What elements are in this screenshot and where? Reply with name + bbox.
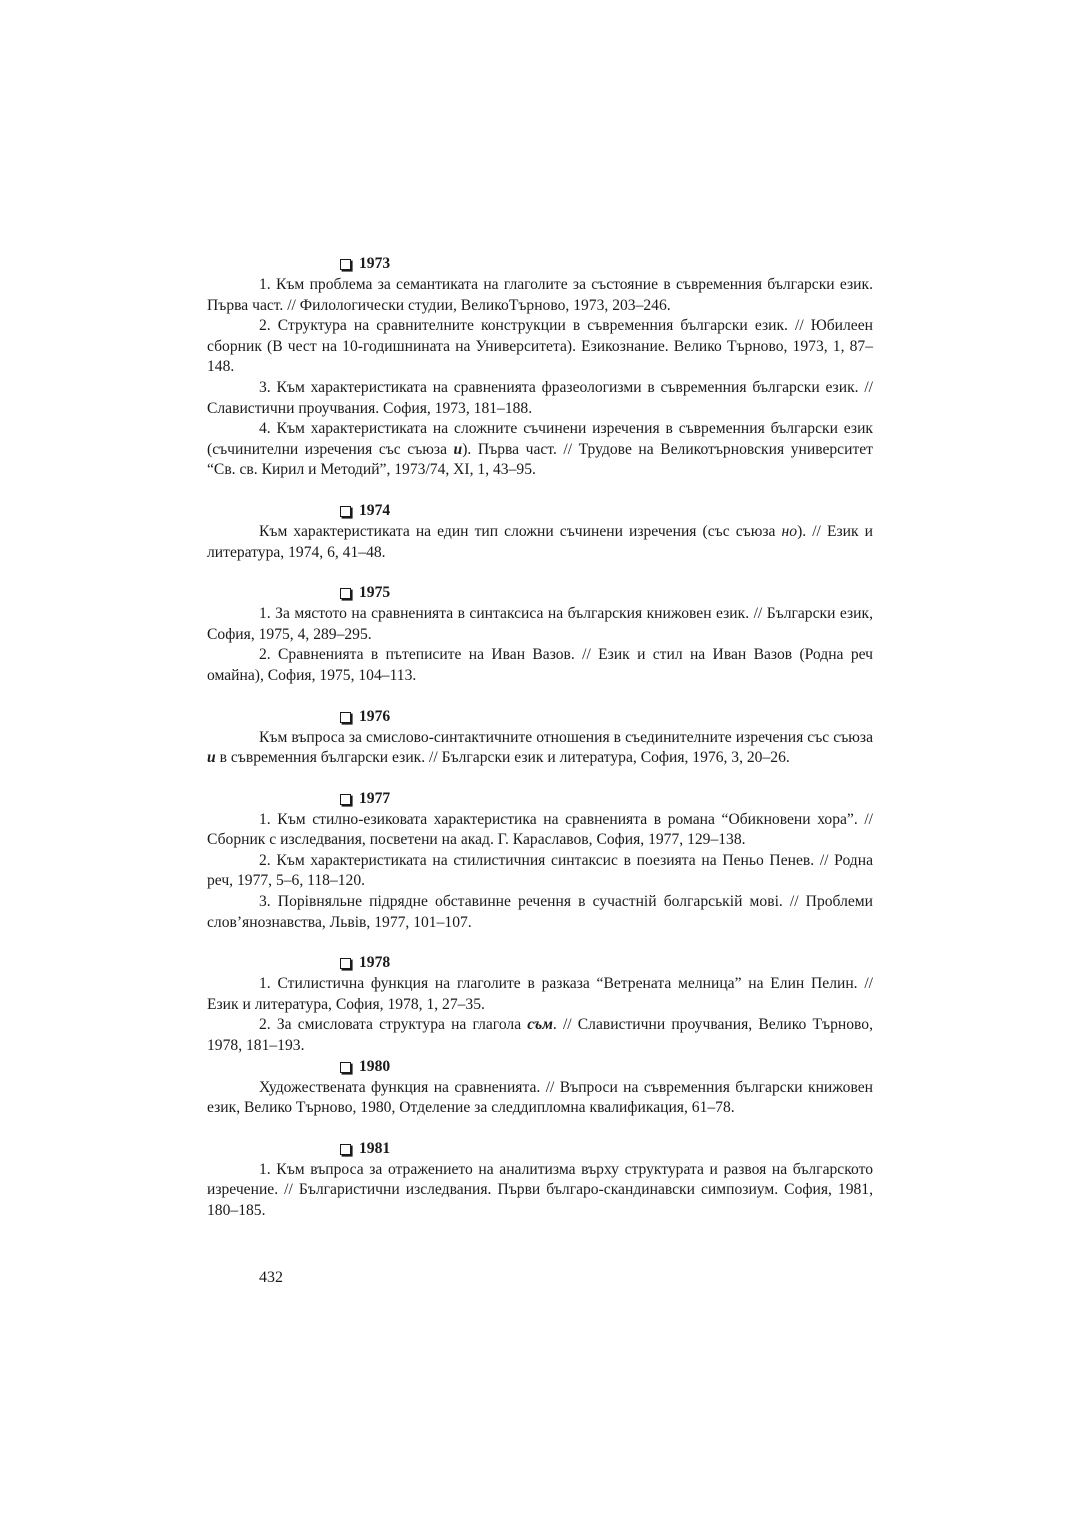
bibliography-entry: Към въпроса за смислово-синтактичните отношения в съединителните изречения със съюза и в съвременния български език. // Български език и литература, София, 1976, 3, 20–26.	[207, 728, 873, 767]
checkbox-icon	[340, 1062, 351, 1073]
year-heading-1977	[340, 789, 873, 810]
year-heading-1974	[340, 501, 873, 522]
bibliography-entry: Към характеристиката на един тип сложни съчинени изречения (със съюза но). // Език и литература, 1974, 6, 41–48.	[207, 522, 873, 561]
checkbox-icon	[340, 794, 351, 805]
checkbox-icon	[340, 259, 351, 270]
year-label: 1981	[359, 1140, 391, 1158]
year-heading-1980	[340, 1057, 873, 1078]
year-heading-1975	[340, 583, 873, 604]
year-label: 1975	[359, 584, 391, 602]
bibliography-entry: 3. Към характеристиката на сравненията фразеологизми в съвременния български език. // Славистични проучвания. София, 1973, 181–188.	[207, 378, 873, 417]
bibliography-entry: 1. За мястото на сравненията в синтаксиса на българския книжовен език. // Български език, София, 1975, 4, 289–295.	[207, 605, 873, 643]
year-heading-1978	[340, 953, 873, 974]
year-label: 1974	[359, 502, 391, 520]
year-label: 1977	[359, 789, 391, 807]
checkbox-icon	[340, 958, 351, 969]
bibliography-page	[207, 254, 873, 1222]
year-label: 1976	[359, 707, 391, 725]
bibliography-entry: 2. Структура на сравнителните конструкции в съвременния български език. // Юбилеен сборник (В чест на 10-годишнината на Университета). Езикознание. Велико Търново, 1973, 1, 87–148.	[207, 317, 873, 376]
bibliography-entry: 2. Сравненията в пътеписите на Иван Вазов. // Език и стил на Иван Вазов (Родна реч омайна), София, 1975, 104–113.	[207, 646, 873, 684]
year-heading-1976	[340, 707, 873, 728]
bibliography-entry: 4. Към характеристиката на сложните съчинени изречения в съвременния български език (съчинителни изречения със съюза и). Първа част. // Трудове на Великотърновския университет “Св. св. Кирил и Методий”, 1973/74, XI, 1, 43–95.	[207, 420, 873, 479]
page-number: 432	[259, 1269, 283, 1286]
bibliography-entry: 2. За смисловата структура на глагола съм. // Славистични проучвания, Велико Търново, 1978, 181–193.	[207, 1016, 873, 1055]
year-heading-1981	[340, 1139, 873, 1160]
year-label: 1973	[359, 255, 391, 273]
checkbox-icon	[340, 1144, 351, 1155]
year-label: 1980	[359, 1057, 391, 1075]
year-heading-1973	[340, 254, 873, 275]
year-label: 1978	[359, 954, 391, 972]
bibliography-entry: Художествената функция на сравненията. // Въпроси на съвременния български книжовен език, Велико Търново, 1980, Отделение за следдипломна квалификация, 61–78.	[207, 1078, 873, 1117]
bibliography-entry: 1. Към въпроса за отражението на аналитизма върху структурата и развоя на българското изречение. // Българистични изследвания. Първи българо-скандинавски симпозиум. София, 1981, 180–185.	[207, 1160, 873, 1219]
bibliography-entry: 2. Към характеристиката на стилистичния синтаксис в поезията на Пеньо Пенев. // Родна реч, 1977, 5–6, 118–120.	[207, 851, 873, 890]
checkbox-icon	[340, 588, 351, 599]
checkbox-icon	[340, 712, 351, 723]
bibliography-entry: 1. Към проблема за семантиката на глаголите за състояние в съвременния български език. Първа част. // Филологически студии, ВеликоТърново, 1973, 203–246.	[207, 276, 873, 314]
bibliography-entry: 3. Порівняльне підрядне обставинне речення в сучастній болгарській мові. // Проблеми слов’янознавства, Львів, 1977, 101–107.	[207, 893, 873, 931]
checkbox-icon	[340, 506, 351, 517]
bibliography-entry: 1. Стилистична функция на глаголите в разказа “Ветрената мелница” на Елин Пелин. // Език и литература, София, 1978, 1, 27–35.	[207, 975, 873, 1013]
bibliography-entry: 1. Към стилно-езиковата характеристика на сравненията в романа “Обикновени хора”. // Сборник с изследвания, посветени на акад. Г. Караславов, София, 1977, 129–138.	[207, 810, 873, 849]
